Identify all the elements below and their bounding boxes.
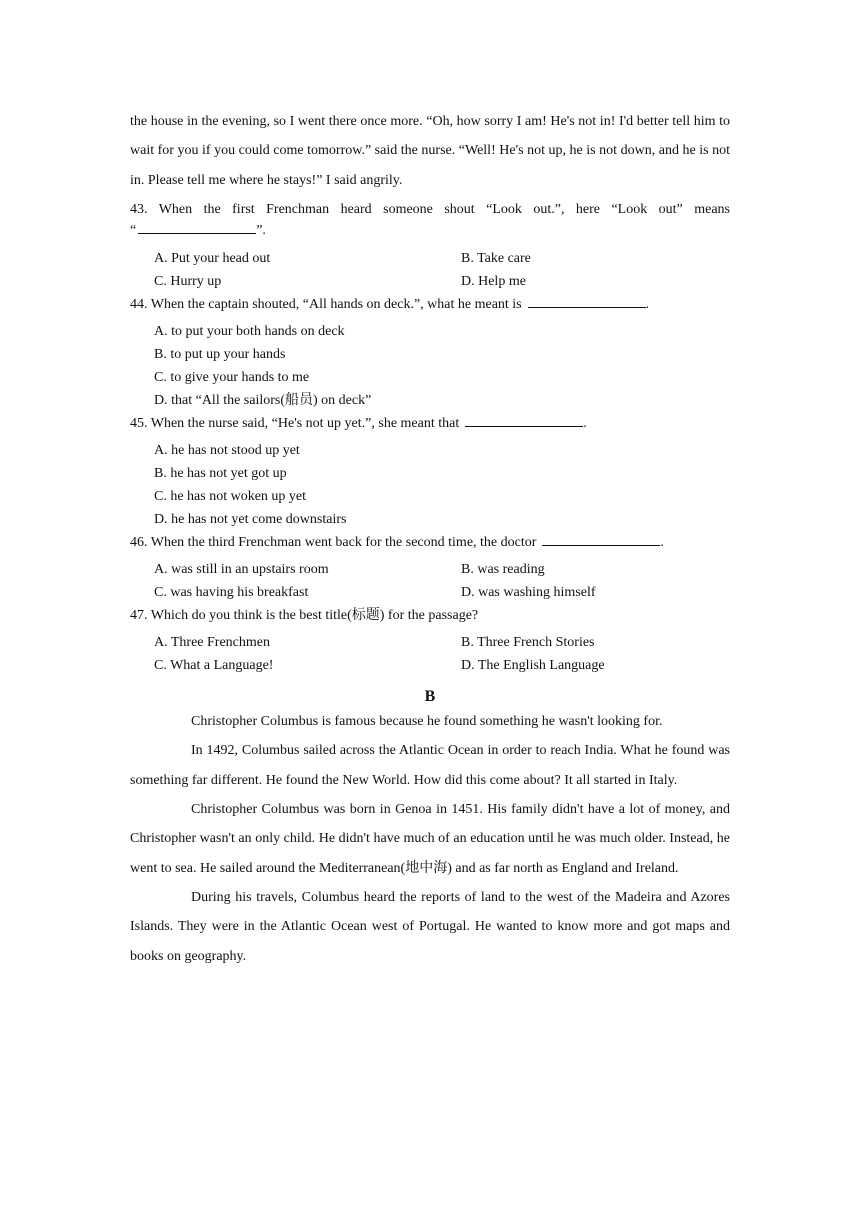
question-47 bbox=[130, 604, 730, 677]
question-stem: When the nurse said, “He's not up yet.”, she meant that bbox=[150, 416, 460, 432]
question-stem: When the first Frenchman heard someone shout “Look out.”, here “Look out” means bbox=[158, 201, 730, 217]
stem-end: . bbox=[660, 535, 664, 551]
options bbox=[130, 320, 730, 412]
option-b: B. was reading bbox=[461, 562, 545, 578]
option-a: A. to put your both hands on deck bbox=[154, 324, 345, 340]
question-number: 47. bbox=[130, 608, 148, 624]
question-number: 44. bbox=[130, 297, 148, 313]
option-c: C. Hurry up bbox=[154, 274, 222, 290]
answer-blank bbox=[138, 222, 256, 234]
option-d: D. he has not yet come downstairs bbox=[154, 512, 347, 528]
answer-blank bbox=[528, 296, 646, 308]
option-a: A. he has not stood up yet bbox=[154, 443, 300, 459]
question-46 bbox=[130, 531, 730, 604]
option-b: B. Take care bbox=[461, 251, 531, 267]
answer-blank bbox=[465, 415, 583, 427]
intro-paragraph: the house in the evening, so I went there once more. “Oh, how sorry I am! He's not in! I'd better tell him to wait for you if you could come tomorrow.” said the nurse. “Well! He's not up, he is not down, and he is not in. Please tell me where he stays!” I said angrily. bbox=[130, 114, 730, 188]
option-b: B. Three French Stories bbox=[461, 635, 595, 651]
options bbox=[130, 558, 730, 604]
passage-paragraph: Christopher Columbus was born in Genoa in 1451. His family didn't have a lot of money, and Christopher wasn't an only child. He didn't have much of an education until he was much older. Instead, he went to sea. He sailed around the Mediterranean(地中海) and as far north as England and Ireland. bbox=[130, 802, 730, 876]
passage-paragraph: Christopher Columbus is famous because he found something he wasn't looking for. bbox=[191, 714, 663, 730]
question-stem: When the captain shouted, “All hands on deck.”, what he meant is bbox=[150, 297, 522, 313]
section-title: B bbox=[424, 688, 436, 706]
option-a: A. Put your head out bbox=[154, 251, 271, 267]
passage-paragraph: During his travels, Columbus heard the reports of land to the west of the Madeira and Azores Islands. They were in the Atlantic Ocean west of Portugal. He wanted to know more and got maps and books on geography. bbox=[130, 889, 730, 964]
quote-close: ”. bbox=[256, 223, 266, 239]
option-b: B. to put up your hands bbox=[154, 347, 286, 363]
question-number: 46. bbox=[130, 535, 148, 551]
option-d: D. that “All the sailors(船员) on deck” bbox=[154, 393, 372, 409]
page-content bbox=[130, 107, 730, 971]
option-c: C. to give your hands to me bbox=[154, 370, 310, 386]
option-b: B. he has not yet got up bbox=[154, 466, 287, 482]
options bbox=[130, 247, 730, 293]
passage-paragraph: In 1492, Columbus sailed across the Atlantic Ocean in order to reach India. What he found was something far different. He found the New World. How did this come about? It all started in Italy. bbox=[130, 743, 730, 788]
option-d: D. was washing himself bbox=[461, 585, 596, 601]
options bbox=[130, 439, 730, 531]
question-stem: When the third Frenchman went back for the second time, the doctor bbox=[150, 535, 537, 551]
quote-open: “ bbox=[130, 223, 137, 239]
option-c: C. he has not woken up yet bbox=[154, 489, 307, 505]
option-d: D. Help me bbox=[461, 274, 526, 290]
question-43 bbox=[130, 195, 730, 293]
options bbox=[130, 631, 730, 677]
option-c: C. What a Language! bbox=[154, 658, 274, 674]
question-44 bbox=[130, 293, 730, 412]
option-d: D. The English Language bbox=[461, 658, 605, 674]
stem-end: . bbox=[583, 416, 587, 432]
option-c: C. was having his breakfast bbox=[154, 585, 309, 601]
question-stem: Which do you think is the best title(标题) for the passage? bbox=[150, 608, 479, 624]
option-a: A. was still in an upstairs room bbox=[154, 562, 329, 578]
stem-end: . bbox=[645, 297, 650, 313]
answer-blank bbox=[542, 534, 660, 546]
question-number: 45. bbox=[130, 416, 148, 432]
question-45 bbox=[130, 412, 730, 531]
question-number: 43. bbox=[130, 201, 148, 217]
option-a: A. Three Frenchmen bbox=[154, 635, 270, 651]
